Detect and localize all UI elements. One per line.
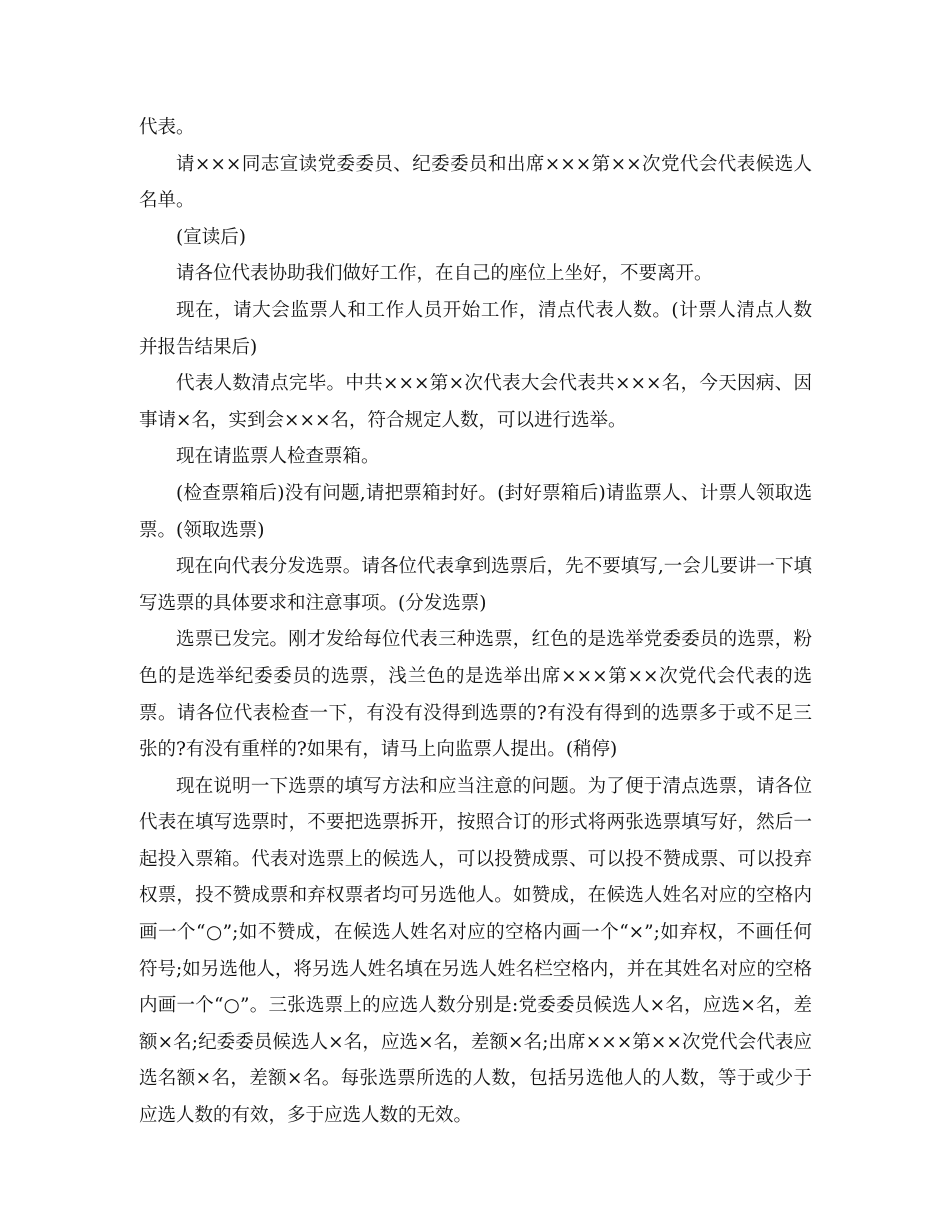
- paragraph-4: 请各位代表协助我们做好工作，在自己的座位上坐好，不要离开。: [176, 263, 713, 285]
- paragraph-8: (检查票箱后)没有问题,请把票箱封好。(封好票箱后)请监票人、计票人领取选票。(领取选票): [139, 482, 812, 541]
- paragraph-6: 代表人数清点完毕。中共×××第×次代表大会代表共×××名，今天因病、因事请×名，实到会×××名，符合规定人数，可以进行选举。: [139, 373, 812, 431]
- paragraph-1: 代表。: [139, 117, 195, 138]
- paragraph-9: 现在向代表分发选票。请各位代表拿到选票后，先不要填写,一会儿要讲一下填写选票的具体要求和注意事项。(分发选票): [139, 556, 812, 614]
- paragraph-2: 请×××同志宣读党委委员、纪委委员和出席×××第××次党代会代表候选人名单。: [139, 153, 812, 212]
- paragraph-5: 现在，请大会监票人和工作人员开始工作，清点代表人数。(计票人清点人数并报告结果后): [139, 299, 812, 358]
- paragraph-7: 现在请监票人检查票箱。: [176, 446, 380, 468]
- paragraph-3: (宣读后): [176, 226, 246, 248]
- paragraph-10: 选票已发完。刚才发给每位代表三种选票，红色的是选举党委委员的选票，粉色的是选举纪委委员的选票，浅兰色的是选举出席×××第××次党代会代表的选票。请各位代表检查一下，有没有没得到选票的?有没有得到的选票多于或不足三张的?有没有重样的?如果有，请马上向监票人提出。(稍停): [139, 629, 812, 761]
- paragraph-11: 现在说明一下选票的填写方法和应当注意的问题。为了便于清点选票，请各位代表在填写选票时，不要把选票拆开，按照合订的形式将两张选票填写好，然后一起投入票箱。代表对选票上的候选人，可以投赞成票、可以投不赞成票、可以投弃权票，投不赞成票和弃权票者均可另选他人。如赞成，在候选人姓名对应的空格内画一个“○”;如不赞成，在候选人姓名对应的空格内画一个“×”;如弃权，不画任何符号;如另选他人，将另选人姓名填在另选人姓名栏空格内，并在其姓名对应的空格内画一个“○”。三张选票上的应选人数分别是:党委委员候选人×名，应选×名，差额×名;纪委委员候选人×名，应选×名，差额×名;出席×××第××次党代会代表应选名额×名，差额×名。每张选票所选的人数，包括另选他人的人数，等于或少于应选人数的有效，多于应选人数的无效。: [139, 775, 812, 1127]
- document-body: [139, 110, 812, 1135]
